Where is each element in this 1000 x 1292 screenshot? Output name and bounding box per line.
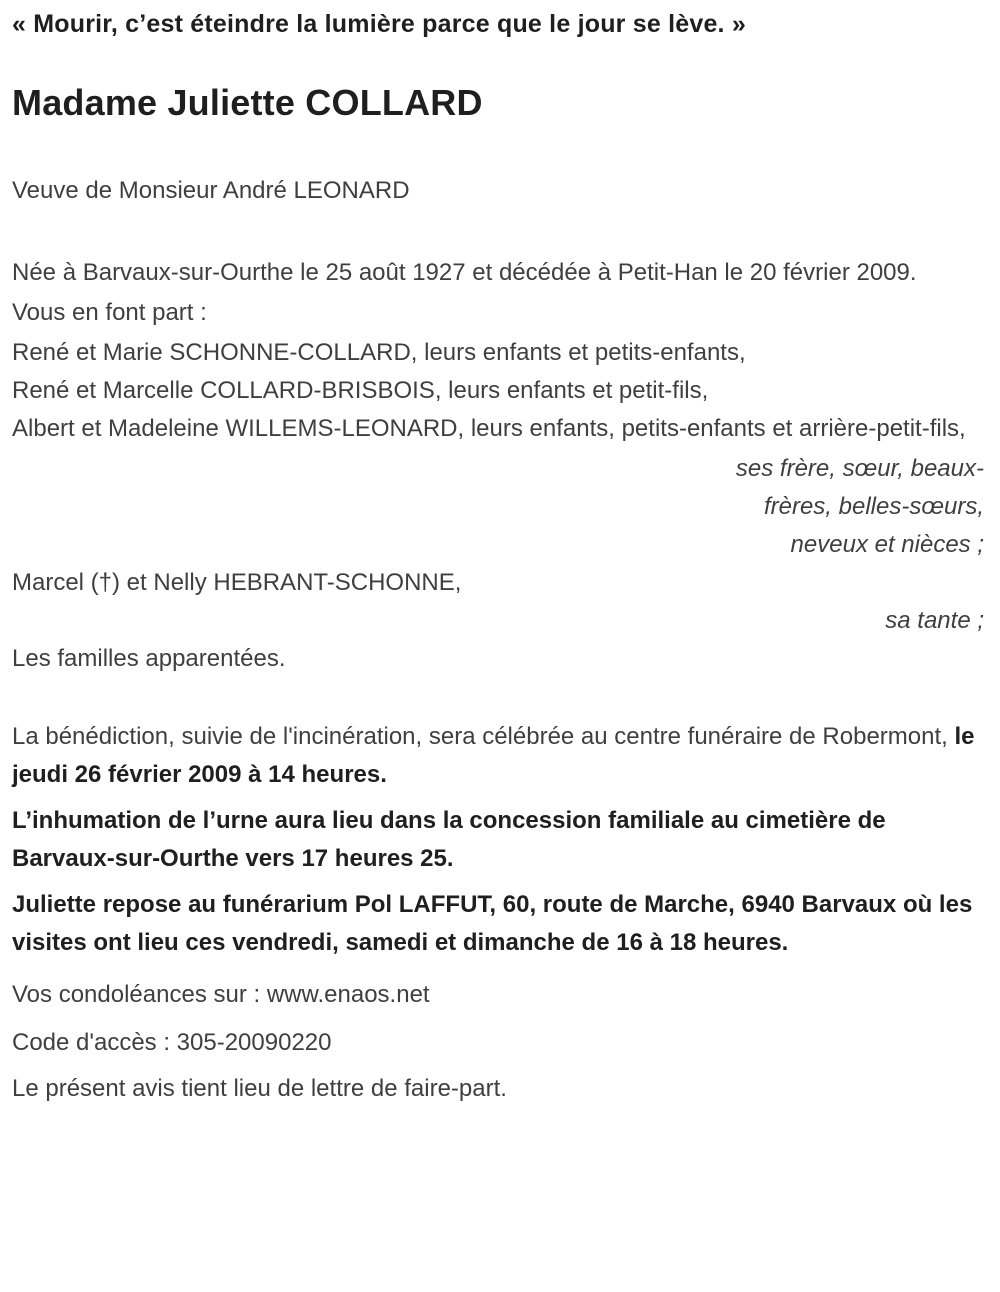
condolences-url: www.enaos.net <box>266 981 430 1008</box>
ceremony-datetime: le jeudi 26 février 2009 à 14 heures. <box>12 723 975 788</box>
relationship-aunt: sa tante ; <box>885 607 984 634</box>
burial-paragraph: L’inhumation de l’urne aura lieu dans la concession familiale au cimetière de Barvaux-sur-Ourthe vers 17 heures 25. <box>12 807 886 872</box>
relationship-siblings: ses frère, sœur, beaux-frères, belles-sœurs, neveux et nièces ; <box>735 455 984 558</box>
birth-death-line: Née à Barvaux-sur-Ourthe le 25 août 1927 et décédée à Petit-Han le 20 février 2009. <box>12 259 917 286</box>
related-families-line: Les familles apparentées. <box>12 645 286 672</box>
epitaph-quote: « Mourir, c’est éteindre la lumière parce que le jour se lève. » <box>12 10 746 38</box>
family-line-2: René et Marcelle COLLARD-BRISBOIS, leurs enfants et petit-fils, <box>12 377 709 404</box>
ceremony-paragraph <box>12 718 984 794</box>
funerarium-paragraph: Juliette repose au funérarium Pol LAFFUT, 60, route de Marche, 6940 Barvaux où les visites ont lieu ces vendredi, samedi et dimanche de 16 à 18 heures. <box>12 891 973 956</box>
announcement-intro: Vous en font part : <box>12 299 207 326</box>
aunt-names-line: Marcel (†) et Nelly HEBRANT-SCHONNE, <box>12 569 462 596</box>
condolences-line <box>12 976 984 1014</box>
condolences-label: Vos condoléances sur : <box>12 981 267 1008</box>
ceremony-text: La bénédiction, suivie de l'incinération, sera célébrée au centre funéraire de Robermont, <box>12 723 955 750</box>
spouse-line: Veuve de Monsieur André LEONARD <box>12 177 410 204</box>
faire-part-note: Le présent avis tient lieu de lettre de faire-part. <box>12 1075 507 1102</box>
family-line-1: René et Marie SCHONNE-COLLARD, leurs enfants et petits-enfants, <box>12 339 746 366</box>
family-line-3: Albert et Madeleine WILLEMS-LEONARD, leurs enfants, petits-enfants et arrière-petit-fils, <box>12 415 966 442</box>
deceased-name: Madame Juliette COLLARD <box>12 82 483 123</box>
access-code-line: Code d'accès : 305-20090220 <box>12 1029 332 1056</box>
